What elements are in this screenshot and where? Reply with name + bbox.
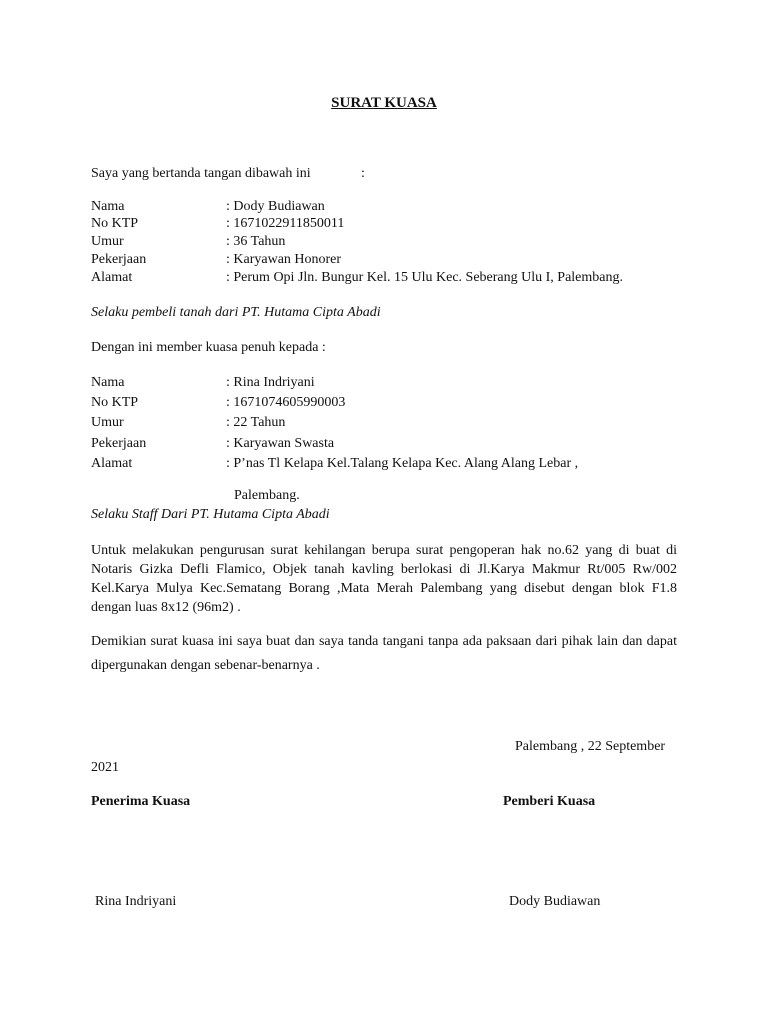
giver-name: Dody Budiawan <box>509 894 601 909</box>
grantor-role: Selaku pembeli tanah dari PT. Hutama Cipta Abadi <box>91 305 381 320</box>
grantor-ktp-label: No KTP <box>91 216 139 231</box>
grantor-ktp-value: : 1671022911850011 <box>226 216 345 231</box>
closing-paragraph: Demikian surat kuasa ini saya buat dan saya tanda tangani tanpa ada paksaan dari pihak lain dan dapat dipergunakan dengan sebenar-benarnya . <box>91 634 677 673</box>
grantor-address-label: Alamat <box>91 270 133 285</box>
grantee-name-label: Nama <box>91 375 125 390</box>
grantor-age-value: : 36 Tahun <box>226 234 286 249</box>
grantor-job-label: Pekerjaan <box>91 252 147 267</box>
grantor-job-value: : Karyawan Honorer <box>226 252 342 267</box>
document-title: SURAT KUASA <box>331 95 437 111</box>
grantee-address-continued: Palembang. <box>234 488 300 503</box>
grantee-ktp-value: : 1671074605990003 <box>226 395 346 410</box>
receiver-heading: Penerima Kuasa <box>91 794 191 809</box>
grantee-address-label: Alamat <box>91 456 133 471</box>
grantor-age-label: Umur <box>91 234 124 249</box>
grantee-age-value: : 22 Tahun <box>226 415 286 430</box>
intro-text: Saya yang bertanda tangan dibawah ini <box>91 166 311 181</box>
place-date-year: 2021 <box>91 760 119 775</box>
grantee-job-label: Pekerjaan <box>91 436 147 451</box>
grantee-role: Selaku Staff Dari PT. Hutama Cipta Abadi <box>91 507 330 522</box>
grant-statement: Dengan ini member kuasa penuh kepada : <box>91 340 326 355</box>
giver-heading: Pemberi Kuasa <box>503 794 596 809</box>
grantee-ktp-label: No KTP <box>91 395 139 410</box>
grantee-job-value: : Karyawan Swasta <box>226 436 335 451</box>
grantee-name-value: : Rina Indriyani <box>226 375 315 390</box>
grantor-address-value: : Perum Opi Jln. Bungur Kel. 15 Ulu Kec. Seberang Ulu I, Palembang. <box>226 270 623 285</box>
grantee-address-value: : P’nas Tl Kelapa Kel.Talang Kelapa Kec. Alang Alang Lebar , <box>226 456 579 471</box>
receiver-name: Rina Indriyani <box>95 894 177 909</box>
grantee-age-label: Umur <box>91 415 124 430</box>
grantor-name-label: Nama <box>91 199 125 214</box>
grantor-name-value: : Dody Budiawan <box>226 199 325 214</box>
place-date: Palembang , 22 September <box>515 739 666 754</box>
intro-colon: : <box>361 166 365 181</box>
purpose-paragraph: Untuk melakukan pengurusan surat kehilangan berupa surat pengoperan hak no.62 yang di buat di Notaris Gizka Defli Flamico, Objek tanah kavling berlokasi di Jl.Karya Makmur Rt/005 Rw/002 Kel.Karya Mulya Kec.Sematang Borang ,Mata Merah Palembang yang disebut dengan blok F1.8 dengan luas 8x12 (96m2) . <box>91 543 677 615</box>
